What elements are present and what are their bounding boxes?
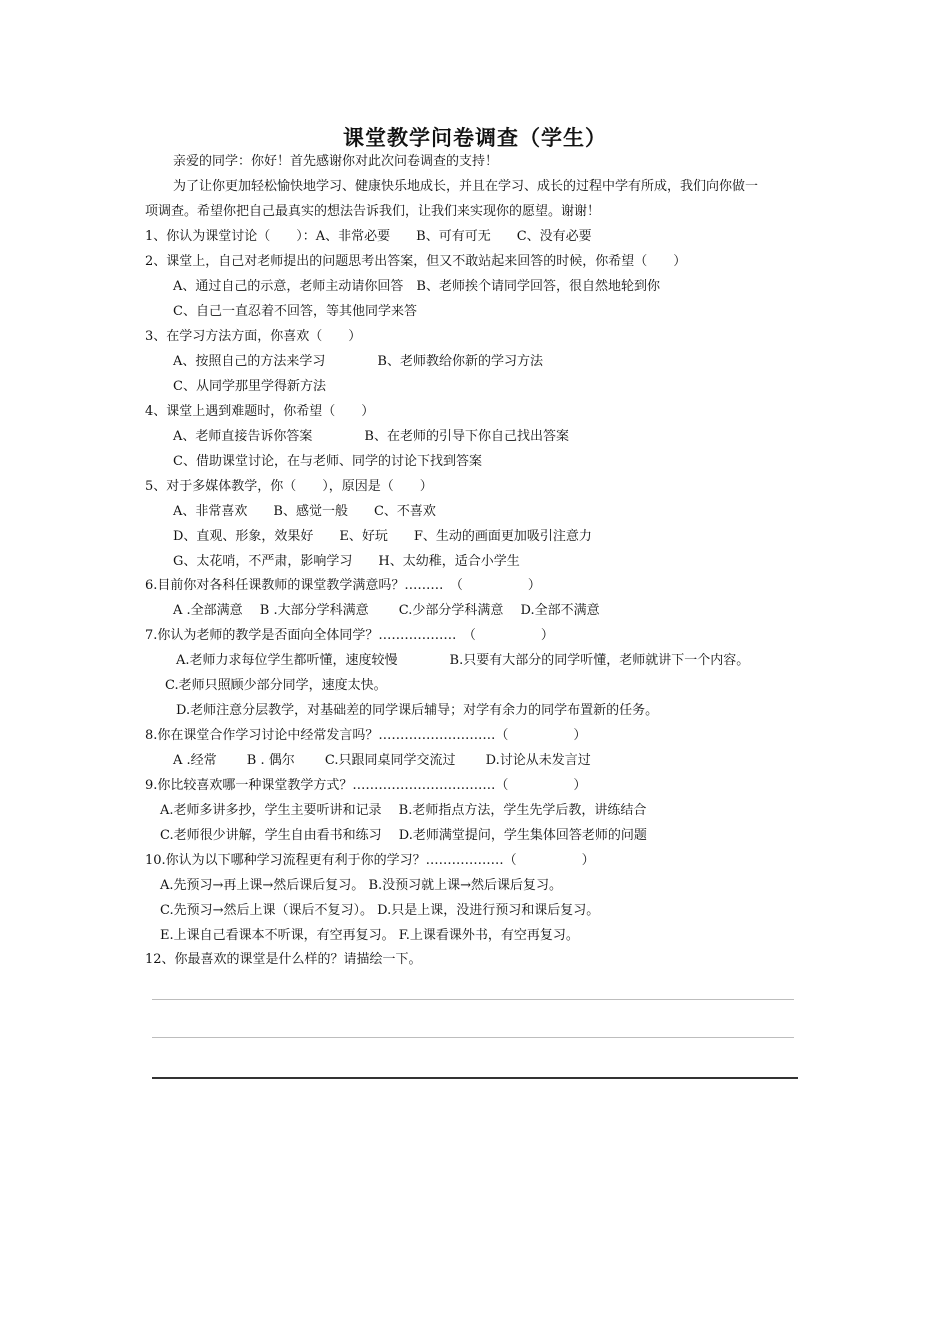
answer-line <box>152 1037 794 1038</box>
question-9-option: C.老师很少讲解，学生自由看书和练习 D.老师满堂提问，学生集体回答老师的问题 <box>160 828 647 843</box>
question-5-stem: 5、对于多媒体教学，你（ ），原因是（ ） <box>145 479 433 494</box>
question-10-option: A.先预习→再上课→然后课后复习。 B.没预习就上课→然后课后复习。 <box>160 878 563 893</box>
question-6-option: A .全部满意 B .大部分学科满意 C.少部分学科满意 D.全部不满意 <box>173 603 600 618</box>
question-5-option: G、太花哨，不严肃，影响学习 H、太幼稚，适合小学生 <box>173 554 520 569</box>
question-6-stem: 6.目前你对各科任课教师的课堂教学满意吗？……… （ ） <box>145 578 541 593</box>
question-3-option: A、按照自己的方法来学习 B、老师教给你新的学习方法 <box>173 354 543 369</box>
question-3-option: C、从同学那里学得新方法 <box>173 379 326 394</box>
question-7-stem: 7.你认为老师的教学是否面向全体同学？……………… （ ） <box>145 628 554 643</box>
intro-paragraph-line-2: 项调查。希望你把自己最真实的想法告诉我们，让我们来实现你的愿望。谢谢！ <box>145 204 601 219</box>
question-8-option: A .经常 B . 偶尔 C.只跟同桌同学交流过 D.讨论从未发言过 <box>173 753 591 768</box>
question-7-option: A.老师力求每位学生都听懂，速度较慢 B.只要有大部分的同学听懂，老师就讲下一个内容。 <box>176 653 750 668</box>
question-10-stem: 10.你认为以下哪种学习流程更有利于你的学习？………………（ ） <box>145 853 595 868</box>
question-10-option: E.上课自己看课本不听课，有空再复习。 F.上课看课外书，有空再复习。 <box>160 928 579 943</box>
question-8-stem: 8.你在课堂合作学习讨论中经常发言吗？………………………（ ） <box>145 728 587 743</box>
answer-line <box>152 1077 798 1079</box>
question-9-option: A.老师多讲多抄，学生主要听讲和记录 B.老师指点方法，学生先学后教，讲练结合 <box>160 803 647 818</box>
question-2-option: A、通过自己的示意，老师主动请你回答 B、老师挨个请同学回答，很自然地轮到你 <box>173 279 660 294</box>
question-2-option: C、自己一直忍着不回答，等其他同学来答 <box>173 304 417 319</box>
question-3-stem: 3、在学习方法方面，你喜欢（ ） <box>145 329 362 344</box>
question-7-option: D.老师注意分层教学，对基础差的同学课后辅导；对学有余力的同学布置新的任务。 <box>176 703 659 718</box>
question-1: 1、你认为课堂讨论（ ）：A、非常必要 B、可有可无 C、没有必要 <box>145 229 592 244</box>
question-4-stem: 4、课堂上遇到难题时，你希望（ ） <box>145 404 375 419</box>
question-12: 12、你最喜欢的课堂是什么样的？请描绘一下。 <box>145 952 422 967</box>
question-4-option: C、借助课堂讨论，在与老师、同学的讨论下找到答案 <box>173 454 482 469</box>
answer-line <box>152 999 794 1000</box>
question-9-stem: 9.你比较喜欢哪一种课堂教学方式？……………………………（ ） <box>145 778 587 793</box>
question-4-option: A、老师直接告诉你答案 B、在老师的引导下你自己找出答案 <box>173 429 569 444</box>
question-5-option: A、非常喜欢 B、感觉一般 C、不喜欢 <box>173 504 436 519</box>
greeting: 亲爱的同学：你好！首先感谢你对此次问卷调查的支持！ <box>173 154 499 169</box>
question-10-option: C.先预习→然后上课（课后不复习）。 D.只是上课，没进行预习和课后复习。 <box>160 903 600 918</box>
intro-paragraph-line-1: 为了让你更加轻松愉快地学习、健康快乐地成长，并且在学习、成长的过程中学有所成，我们向你做一 <box>173 179 759 194</box>
question-5-option: D、直观、形象，效果好 E、好玩 F、生动的画面更加吸引注意力 <box>173 529 592 544</box>
page-title: 课堂教学问卷调查（学生） <box>343 126 607 150</box>
question-2-stem: 2、课堂上，自己对老师提出的问题思考出答案，但又不敢站起来回答的时候，你希望（ ） <box>145 254 687 269</box>
question-7-option: C.老师只照顾少部分同学，速度太快。 <box>165 678 387 693</box>
